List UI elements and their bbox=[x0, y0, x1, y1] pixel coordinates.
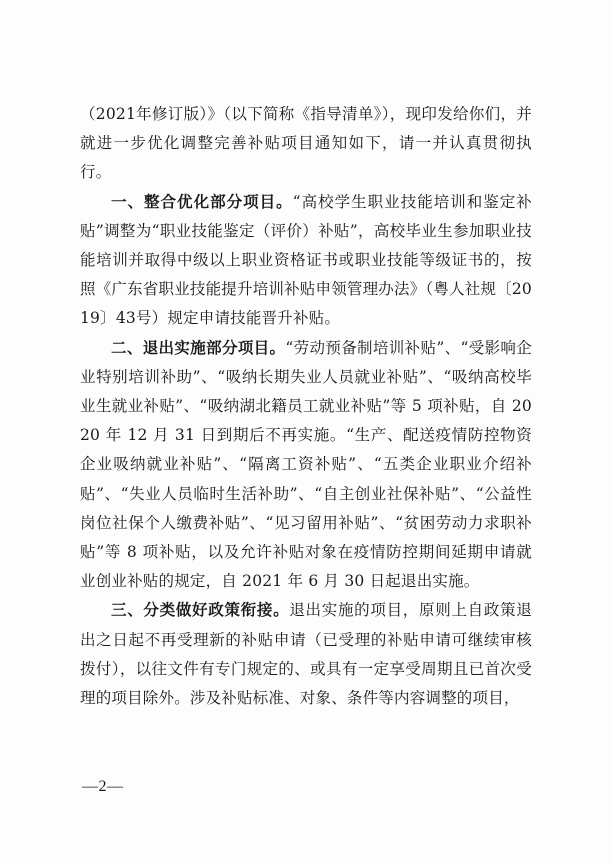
section-3-body: 退出实施的项目，原则上自政策退出之日起不再受理新的补贴申请（已受理的补贴申请可继续审核拨付），以往文件有专门规定的、或具有一定享受周期且已首次受理的项目除外。涉及补贴标准、对象、条件等内容调整的项目， bbox=[80, 601, 532, 708]
section-1-paragraph bbox=[80, 188, 532, 334]
page-number: —2— bbox=[82, 778, 124, 795]
section-2-body: “劳动预备制培训补贴”、“受影响企业特别培训补助”、“吸纳长期失业人员就业补贴”、“吸纳高校毕业生就业补贴”、“吸纳湖北籍员工就业补贴”等 5 项补贴，自 2020 年 12 月 31 日到期后不再实施。“生产、配送疫情防控物资企业吸纳就业补贴”、“隔离工资补贴”、“五类企业职业介绍补贴”、“失业人员临时生活补助”、“自主创业社保补贴”、“公益性岗位社保个人缴费补贴”、“见习留用补贴”、“贫困劳动力求职补贴”等 8 项补贴，以及允许补贴对象在疫情防控期间延期申请就业创业补贴的规定，自 2021 年 6 月 30 日起退出实施。 bbox=[80, 338, 532, 591]
section-1-body: “高校学生职业技能培训和鉴定补贴”调整为“职业技能鉴定（评价）补贴”，高校毕业生参加职业技能培训并取得中级以上职业资格证书或职业技能等级证书的，按照《广东省职业技能提升培训补贴申领管理办法》（粤人社规〔2019〕43号）规定申请技能晋升补贴。 bbox=[80, 192, 532, 328]
section-2-paragraph bbox=[80, 334, 532, 597]
section-1-heading: 一、整合优化部分项目。 bbox=[111, 192, 293, 211]
section-2-heading: 二、退出实施部分项目。 bbox=[111, 338, 286, 357]
intro-paragraph: （2021年修订版）》（以下简称《指导清单》），现印发给你们，并就进一步优化调整完善补贴项目通知如下，请一并认真贯彻执行。 bbox=[80, 105, 532, 182]
section-3-heading: 三、分类做好政策衔接。 bbox=[111, 601, 290, 620]
section-3-paragraph bbox=[80, 596, 532, 713]
document-body bbox=[80, 100, 532, 713]
